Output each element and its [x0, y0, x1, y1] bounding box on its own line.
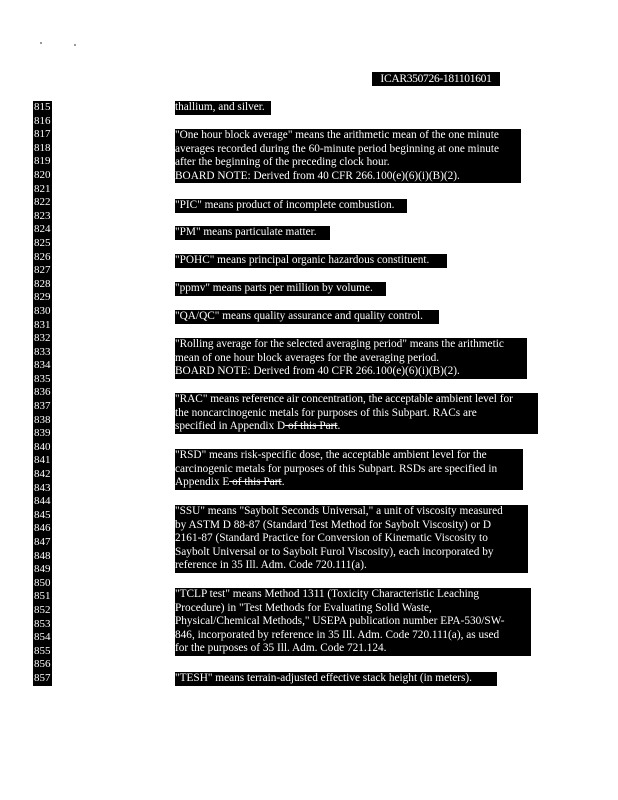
line-text: "TCLP test" means Method 1311 (Toxicity Characteristic Leaching	[175, 588, 480, 600]
line-text: "PIC" means product of incomplete combustion.	[175, 199, 395, 211]
paragraph-line	[175, 602, 531, 616]
line-number: 840	[34, 440, 51, 453]
line-text: thallium, and silver.	[175, 101, 265, 113]
paragraph-line	[175, 559, 528, 573]
line-text: BOARD NOTE: Derived from 40 CFR 266.100(e)(6)(i)(B)(2).	[175, 169, 460, 182]
line-text: Saybolt Universal or to Saybolt Furol Viscosity), each incorporated by	[175, 545, 494, 558]
definition-paragraph	[175, 588, 531, 656]
line-number: 839	[34, 427, 51, 440]
line-number: 818	[34, 141, 51, 154]
line-text: by ASTM D 88-87 (Standard Test Method for Saybolt Viscosity) or D	[175, 518, 491, 531]
line-text: "RSD" means risk-specific dose, the acceptable ambient level for the	[175, 449, 487, 461]
scan-speck	[74, 44, 76, 46]
line-text: Appendix E	[175, 476, 230, 489]
line-text: "QA/QC" means quality assurance and quality control.	[175, 310, 423, 322]
paragraph-line	[175, 449, 523, 463]
paragraph-line	[175, 476, 523, 490]
paragraph-line	[175, 519, 528, 533]
scan-speck	[40, 42, 42, 44]
line-number-column	[33, 101, 52, 686]
paragraph-line	[175, 407, 538, 421]
line-number: 834	[34, 359, 51, 372]
paragraph-line	[175, 199, 407, 213]
line-number: 830	[34, 304, 51, 317]
line-number: 826	[34, 250, 51, 263]
line-text: "RAC" means reference air concentration, the acceptable ambient level for	[175, 393, 513, 405]
line-number: 853	[34, 617, 51, 630]
line-text: mean of one hour block averages for the averaging period.	[175, 351, 440, 364]
definition-paragraph	[175, 338, 527, 379]
line-number: 837	[34, 400, 51, 413]
definition-paragraph	[175, 672, 497, 686]
line-number: 838	[34, 413, 51, 426]
paragraph-line	[175, 463, 523, 477]
line-number: 844	[34, 495, 51, 508]
definition-paragraph	[175, 101, 271, 115]
definition-paragraph	[175, 449, 523, 490]
line-number: 856	[34, 658, 51, 671]
paragraph-line	[175, 546, 528, 560]
paragraph-line	[175, 226, 330, 240]
line-number: 822	[34, 196, 51, 209]
line-number: 819	[34, 155, 51, 168]
line-number: 851	[34, 590, 51, 603]
paragraph-line	[175, 101, 271, 115]
line-number: 835	[34, 372, 51, 385]
definition-paragraph	[175, 199, 407, 213]
line-tail: .	[337, 420, 341, 433]
paragraph-line	[175, 420, 538, 434]
line-number: 820	[34, 168, 51, 181]
line-text: "POHC" means principal organic hazardous constituent.	[175, 254, 430, 266]
document-id-code: ICAR350726-181101601	[372, 72, 500, 86]
line-number: 847	[34, 536, 51, 548]
definition-paragraph	[175, 310, 439, 324]
line-text: "PM" means particulate matter.	[175, 226, 317, 238]
paragraph-line	[175, 143, 521, 157]
line-text: averages recorded during the 60-minute period beginning at one minute	[175, 142, 500, 155]
paragraph-line	[175, 642, 531, 656]
line-number: 841	[34, 454, 51, 467]
paragraph-line	[175, 588, 531, 602]
definition-paragraph	[175, 505, 528, 573]
struck-text: of this Part	[229, 476, 282, 489]
line-tail: .	[281, 476, 285, 489]
line-number: 846	[34, 522, 51, 535]
paragraph-line	[175, 505, 528, 519]
line-text: Physical/Chemical Methods," USEPA publication number EPA-530/SW-	[175, 615, 505, 628]
line-number: 836	[34, 386, 51, 399]
line-number: 850	[34, 576, 51, 589]
line-text: "Rolling average for the selected averaging period" means the arithmetic	[175, 338, 504, 350]
line-number: 852	[34, 603, 51, 616]
definition-paragraph	[175, 226, 330, 240]
line-text: "TESH" means terrain-adjusted effective stack height (in meters).	[175, 672, 472, 684]
line-text: 2161-87 (Standard Practice for Conversion of Kinematic Viscosity to	[175, 532, 488, 545]
line-text: 846, incorporated by reference in 35 Ill. Adm. Code 720.111(a), as used	[175, 628, 500, 641]
paragraph-line	[175, 338, 527, 352]
line-number: 821	[34, 182, 51, 195]
line-number: 825	[34, 236, 51, 249]
line-number: 855	[34, 644, 51, 657]
paragraph-line	[175, 352, 527, 366]
definition-paragraph	[175, 254, 447, 268]
definition-paragraph	[175, 282, 386, 296]
paragraph-line	[175, 156, 521, 170]
paragraph-line	[175, 393, 538, 407]
line-text: "ppmv" means parts per million by volume.	[175, 282, 373, 294]
line-number: 854	[34, 631, 51, 644]
line-number: 843	[34, 481, 51, 494]
line-text: "SSU" means "Saybolt Seconds Universal," a unit of viscosity measured	[175, 505, 503, 517]
line-text: the noncarcinogenic metals for purposes of this Subpart. RACs are	[175, 406, 477, 419]
paragraph-line	[175, 615, 531, 629]
paragraph-line	[175, 629, 531, 643]
line-number: 816	[34, 114, 51, 127]
line-number: 829	[34, 291, 51, 304]
line-number: 849	[34, 563, 51, 576]
line-text: BOARD NOTE: Derived from 40 CFR 266.100(e)(6)(i)(B)(2).	[175, 365, 460, 378]
paragraph-line	[175, 310, 439, 324]
line-number: 828	[34, 277, 51, 290]
line-number: 833	[34, 345, 51, 358]
line-number: 823	[34, 209, 51, 222]
line-text: carcinogenic metals for purposes of this Subpart. RSDs are specified in	[175, 462, 498, 475]
paragraph-line	[175, 532, 528, 546]
paragraph-line	[175, 365, 527, 379]
line-text: "One hour block average" means the arithmetic mean of the one minute	[175, 129, 499, 141]
paragraph-line	[175, 170, 521, 184]
line-text: specified in Appendix D	[175, 420, 286, 433]
line-text: after the beginning of the preceding clock hour.	[175, 156, 390, 169]
struck-text: of this Part	[285, 420, 338, 433]
definition-paragraph	[175, 393, 538, 434]
paragraph-line	[175, 129, 521, 143]
line-number: 845	[34, 508, 51, 521]
line-number: 824	[34, 223, 51, 236]
definition-paragraph	[175, 129, 521, 183]
line-number: 817	[34, 128, 51, 141]
line-number: 831	[34, 318, 51, 331]
line-text: Procedure) in "Test Methods for Evaluating Solid Waste,	[175, 601, 432, 614]
paragraph-line	[175, 254, 447, 268]
line-number: 848	[34, 549, 51, 562]
line-text: reference in 35 Ill. Adm. Code 720.111(a).	[175, 559, 367, 572]
line-number: 827	[34, 264, 51, 277]
paragraph-line	[175, 672, 497, 686]
line-number: 857	[34, 671, 51, 684]
paragraph-line	[175, 282, 386, 296]
line-number: 842	[34, 468, 51, 481]
line-number: 815	[34, 101, 51, 113]
line-number: 832	[34, 332, 51, 345]
line-text: for the purposes of 35 Ill. Adm. Code 721.124.	[175, 642, 387, 655]
